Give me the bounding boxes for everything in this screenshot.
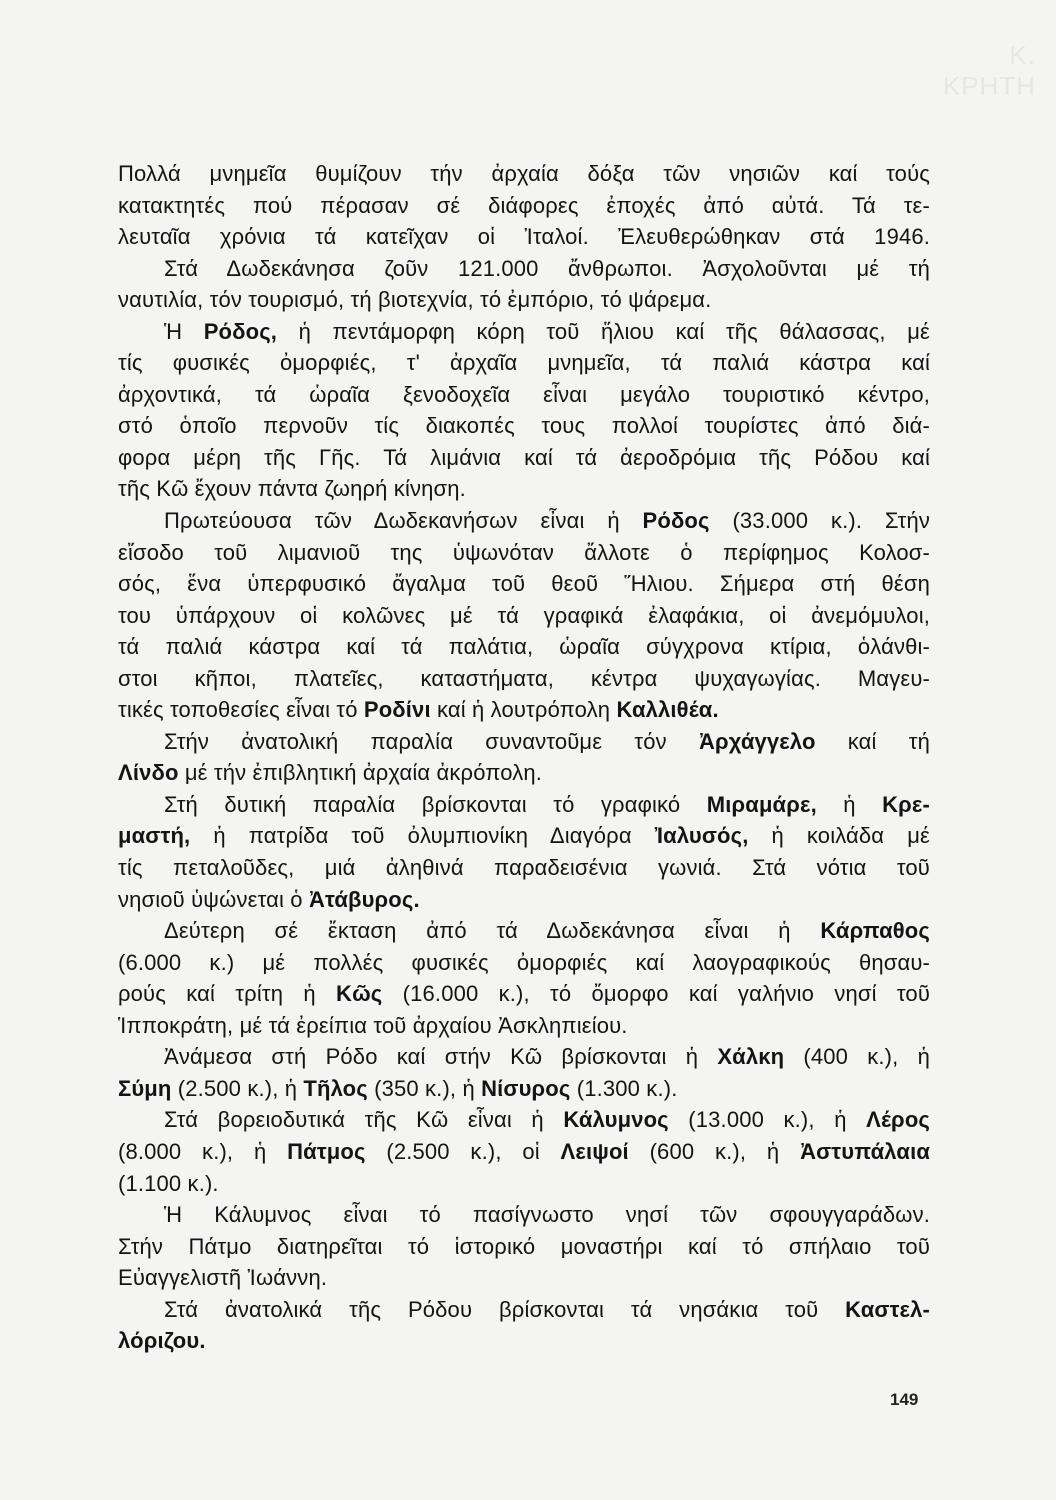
text-line: Ἱπποκράτη, μέ τά ἐρείπια τοῦ ἀρχαίου Ἀσκληπιείου.: [118, 1012, 628, 1038]
text-line: στό ὁποῖο περνοῦν τίς διακοπές τους πολλοί τουρίστες ἀπό διά-: [118, 413, 930, 439]
text-line: στοι κῆποι, πλατεῖες, καταστήματα, κέντρα ψυχαγωγίας. Μαγευ-: [118, 665, 930, 691]
text-line: Στά βορειοδυτικά τῆς Κῶ εἶναι ἡ Κάλυμνος (13.000 κ.), ἡ Λέρος: [164, 1107, 930, 1133]
text-line: μαστή, ἡ πατρίδα τοῦ ὀλυμπιονίκη Διαγόρα Ἰαλυσός, ἡ κοιλάδα μέ: [118, 823, 930, 849]
text-line: (1.100 κ.).: [118, 1170, 219, 1196]
page-number: 149: [890, 1390, 919, 1409]
text-line: Στά Δωδεκάνησα ζοῦν 121.000 ἄνθρωποι. Ἀσχολοῦνται μέ τή: [164, 255, 930, 281]
text-line: (6.000 κ.) μέ πολλές φυσικές ὀμορφιές καί λαογραφικούς θησαυ-: [118, 949, 930, 975]
text-line: Πρωτεύουσα τῶν Δωδεκανήσων εἶναι ἡ Ρόδος (33.000 κ.). Στήν: [164, 508, 930, 534]
body-text: [118, 158, 930, 1357]
text-line: λόριζου.: [118, 1328, 206, 1354]
text-line: σός, ἕνα ὑπερφυσικό ἄγαλμα τοῦ θεοῦ Ἥλιου. Σήμερα στή θέση: [118, 571, 930, 597]
text-line: Στήν ἀνατολική παραλία συναντοῦμε τόν Ἀρχάγγελο καί τή: [164, 728, 930, 754]
text-line: Σύμη (2.500 κ.), ἡ Τῆλος (350 κ.), ἡ Νίσυρος (1.300 κ.).: [118, 1075, 678, 1101]
text-line: τῆς Κῶ ἔχουν πάντα ζωηρή κίνηση.: [118, 476, 466, 502]
text-line: ἀρχοντικά, τά ὡραῖα ξενοδοχεῖα εἶναι μεγάλο τουριστικό κέντρο,: [118, 381, 930, 407]
text-line: νησιοῦ ὑψώνεται ὁ Ἀτάβυρος.: [118, 886, 420, 912]
text-line: Εὐαγγελιστῆ Ἰωάννη.: [118, 1265, 328, 1291]
text-line: Δεύτερη σέ ἔκταση ἀπό τά Δωδεκάνησα εἶναι ἡ Κάρπαθος: [164, 918, 930, 944]
text-line: Πολλά μνημεῖα θυμίζουν τήν ἀρχαία δόξα τῶν νησιῶν καί τούς: [118, 161, 930, 186]
bleed-through-text: Κ. ΚΡΗΤΗ: [942, 40, 1036, 101]
text-line: Στά ἀνατολικά τῆς Ρόδου βρίσκονται τά νησάκια τοῦ Καστελ-: [164, 1296, 930, 1322]
text-line: τά παλιά κάστρα καί τά παλάτια, ὡραῖα σύγχρονα κτίρια, ὁλάνθι-: [118, 634, 930, 660]
text-line: Στή δυτική παραλία βρίσκονται τό γραφικό Μιραμάρε, ἡ Κρε-: [164, 791, 930, 817]
text-line: λευταῖα χρόνια τά κατεῖχαν οἱ Ἰταλοί. Ἐλευθερώθηκαν στά 1946.: [118, 224, 930, 250]
text-line: του ὑπάρχουν οἱ κολῶνες μέ τά γραφικά ἐλαφάκια, οἱ ἀνεμόμυλοι,: [118, 602, 930, 628]
text-line: φορα μέρη τῆς Γῆς. Τά λιμάνια καί τά ἀεροδρόμια τῆς Ρόδου καί: [118, 444, 930, 470]
text-line: (8.000 κ.), ἡ Πάτμος (2.500 κ.), οἱ Λειψοί (600 κ.), ἡ Ἀστυπάλαια: [118, 1138, 931, 1164]
text-line: τίς πεταλοῦδες, μιά ἀληθινά παραδεισένια γωνιά. Στά νότια τοῦ: [118, 855, 930, 881]
text-line: Στήν Πάτμο διατηρεῖται τό ἱστορικό μοναστήρι καί τό σπήλαιο τοῦ: [118, 1233, 930, 1259]
text-line: τικές τοποθεσίες εἶναι τό Ροδίνι καί ἡ λουτρόπολη Καλλιθέα.: [118, 697, 719, 723]
text-line: ναυτιλία, τόν τουρισμό, τή βιοτεχνία, τό ἐμπόριο, τό ψάρεμα.: [118, 287, 712, 313]
text-line: Ἀνάμεσα στή Ρόδο καί στήν Κῶ βρίσκονται ἡ Χάλκη (400 κ.), ἡ: [164, 1044, 930, 1070]
text-line: ρούς καί τρίτη ἡ Κῶς (16.000 κ.), τό ὄμορφο καί γαλήνιο νησί τοῦ: [118, 981, 931, 1007]
text-line: Ἡ Κάλυμνος εἶναι τό πασίγνωστο νησί τῶν σφουγγαράδων.: [164, 1202, 930, 1228]
text-line: τίς φυσικές ὀμορφιές, τ' ἀρχαῖα μνημεῖα, τά παλιά κάστρα καί: [118, 350, 930, 376]
text-line: κατακτητές πού πέρασαν σέ διάφορες ἐποχές ἀπό αὐτά. Τά τε-: [118, 192, 930, 218]
text-line: εἴσοδο τοῦ λιμανιοῦ της ὑψωνόταν ἄλλοτε ὁ περίφημος Κολοσ-: [118, 539, 930, 565]
text-line: Λίνδο μέ τήν ἐπιβλητική ἀρχαία ἀκρόπολη.: [118, 760, 543, 786]
text-line: Ἡ Ρόδος, ἡ πεντάμορφη κόρη τοῦ ἥλιου καί τῆς θάλασσας, μέ: [164, 318, 930, 344]
